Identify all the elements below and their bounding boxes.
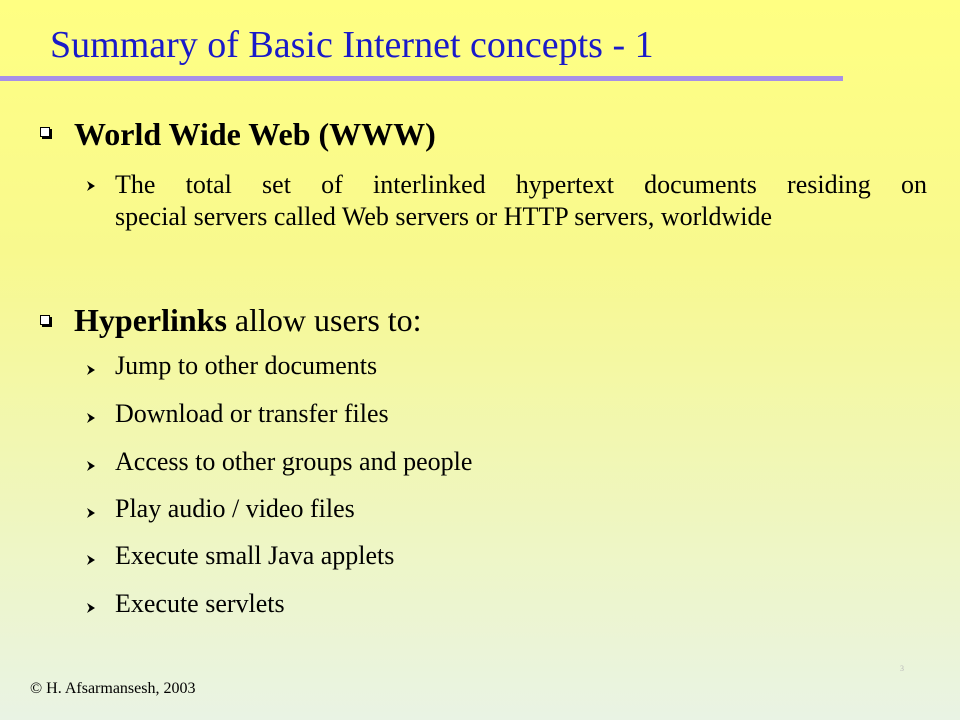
list-item: Play audio / video files bbox=[115, 494, 355, 523]
arrowhead-bullet-icon bbox=[84, 363, 98, 377]
section-heading-hyperlinks bbox=[74, 300, 422, 340]
section-heading-www bbox=[74, 114, 436, 154]
arrowhead-bullet-icon bbox=[84, 459, 98, 473]
page-number: 3 bbox=[900, 664, 904, 673]
arrowhead-bullet-icon bbox=[84, 179, 98, 193]
copyright-footer: © H. Afsarmansesh, 2003 bbox=[30, 680, 196, 697]
title-divider bbox=[0, 76, 843, 81]
arrowhead-bullet-icon bbox=[84, 601, 98, 615]
list-item: Access to other groups and people bbox=[115, 447, 473, 476]
list-item: Jump to other documents bbox=[115, 351, 378, 380]
arrowhead-bullet-icon bbox=[84, 506, 98, 520]
arrowhead-bullet-icon bbox=[84, 411, 98, 425]
list-item: Download or transfer files bbox=[115, 399, 389, 428]
square-bullet-icon bbox=[40, 315, 50, 325]
slide-title: Summary of Basic Internet concepts - 1 bbox=[50, 24, 654, 66]
arrowhead-bullet-icon bbox=[84, 553, 98, 567]
www-definition-line-1: The total set of interlinked hypertext documents residing on bbox=[115, 170, 927, 199]
section-heading-rest: allow users to: bbox=[226, 302, 422, 338]
list-item: Execute small Java applets bbox=[115, 541, 395, 570]
section-heading-bold: Hyperlinks bbox=[74, 302, 227, 338]
www-definition bbox=[115, 169, 927, 233]
www-definition-line-2: special servers called Web servers or HTTP servers, worldwide bbox=[115, 202, 773, 231]
section-heading-bold: World Wide Web (WWW) bbox=[74, 116, 436, 152]
list-item: Execute servlets bbox=[115, 589, 285, 618]
square-bullet-icon bbox=[40, 127, 50, 137]
